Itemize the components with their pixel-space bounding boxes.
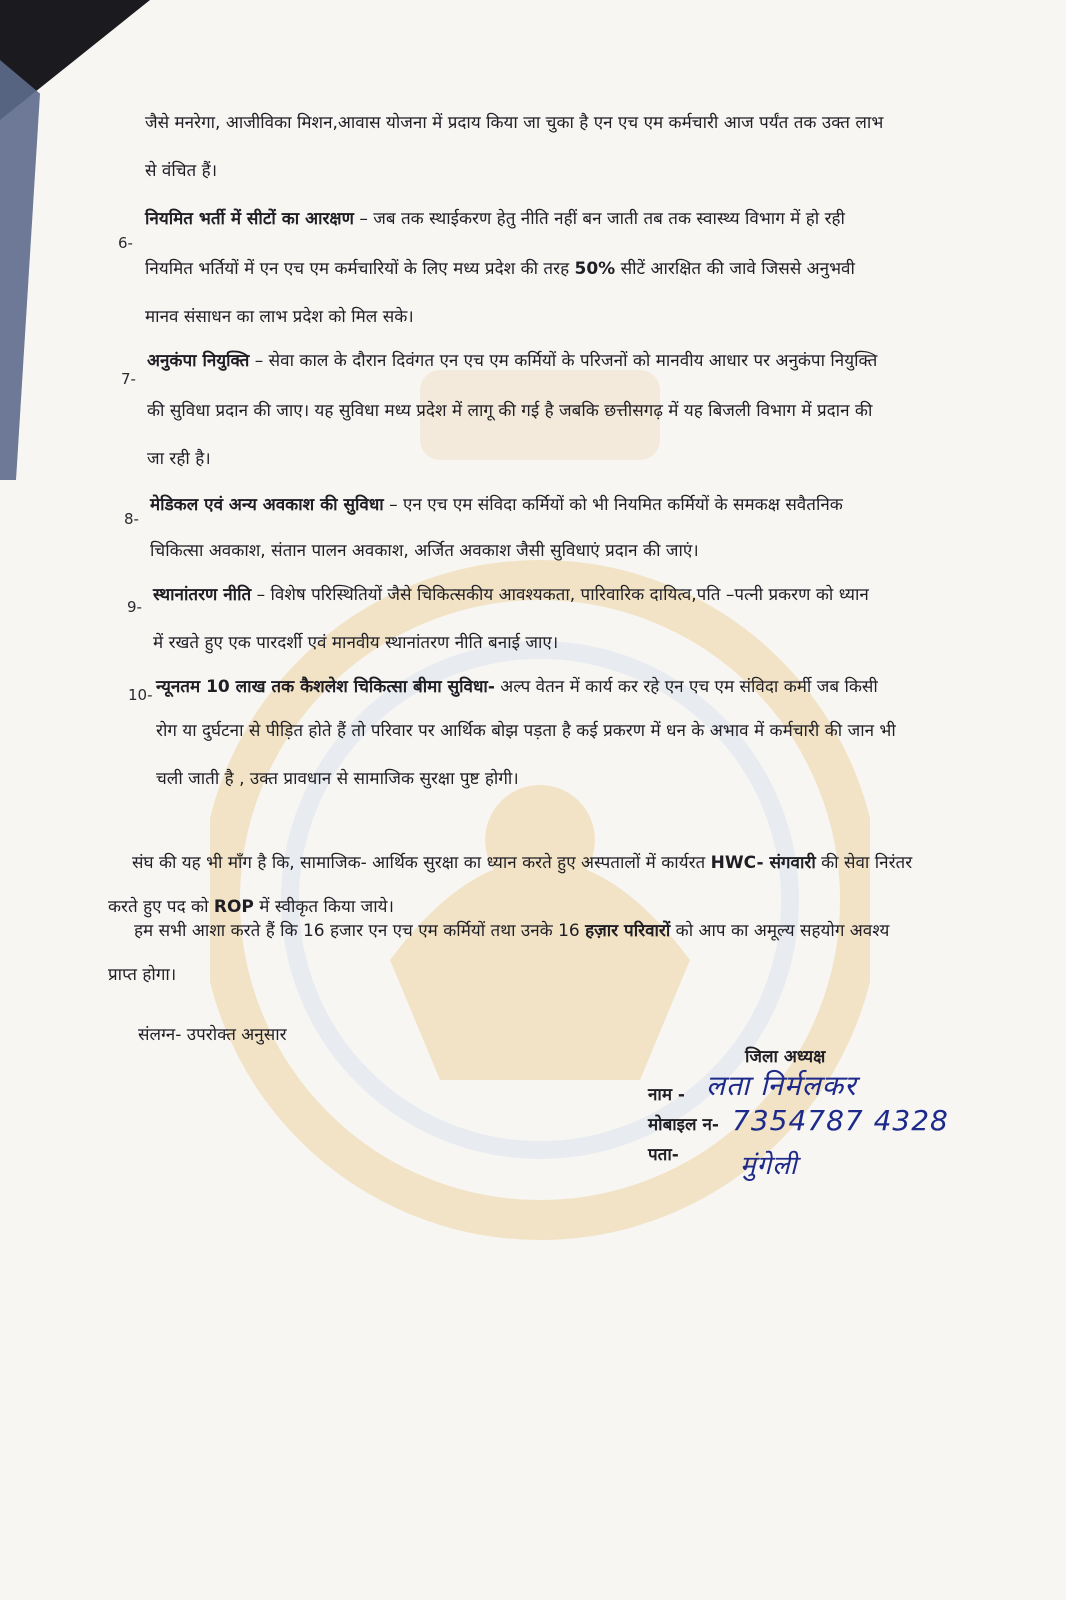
hope-line-1-pre: हम सभी आशा करते हैं कि 16 हजार एन एच एम कर्मियों तथा उनके 16 [134,921,586,941]
demand-rop: ROP [213,897,254,917]
demand-hwc: HWC- संगवारी [710,853,816,873]
item-8-line-1-rest: – एन एच एम संविदा कर्मियों को भी नियमित कर्मियों के समकक्ष सवैतनिक [389,495,843,515]
item-6-line-2 [145,258,855,280]
item-6-percent: 50% [574,259,616,279]
item-6-title: नियमित भर्ती में सीटों का आरक्षण [145,209,354,229]
demand-line-1-pre: संघ की यह भी माँग है कि, सामाजिक- आर्थिक सुरक्षा का ध्यान करते हुए अस्पतालों में कार्यरत [132,853,711,873]
item-6-line-2-pre: नियमित भर्तियों में एन एच एम कर्मचारियों के लिए मध्य प्रदेश की तरह [145,259,575,279]
item-7-line-3: जा रही है। [147,449,211,469]
item-9-title: स्थानांतरण नीति [153,585,252,605]
item-10-title: न्यूनतम 10 लाख तक कैशलेश चिकित्सा बीमा सुविधा- [156,677,495,697]
enclosure-note: संलग्न- उपरोक्त अनुसार [138,1025,287,1045]
hope-line-1 [134,920,889,942]
signature-name-label: नाम - [648,1085,685,1105]
intro-line-2: से वंचित हैं। [145,161,218,181]
item-8-title: मेडिकल एवं अन्य अवकाश की सुविधा [150,495,384,515]
item-7-line-1-rest: – सेवा काल के दौरान दिवंगत एन एच एम कर्मियों के परिजनों को मानवीय आधार पर अनुकंपा नियुक्ति [254,351,878,371]
item-6-line-2-post: सीटें आरक्षित की जावे जिससे अनुभवी [615,259,855,279]
intro-line-1: जैसे मनरेगा, आजीविका मिशन,आवास योजना में प्रदाय किया जा चुका है एन एच एम कर्मचारी आज पर्यंत तक उक्त लाभ [145,113,884,133]
item-7-number: 7- [121,370,136,388]
item-7-title: अनुकंपा नियुक्ति [147,351,250,371]
signature-address-label: पता- [648,1145,679,1165]
signature-address-handwritten: मुंगेली [740,1151,798,1181]
item-6-number: 6- [118,234,133,252]
item-9-line-2: में रखते हुए एक पारदर्शी एवं मानवीय स्थानांतरण नीति बनाई जाए। [153,633,559,653]
signature-name-handwritten: लता निर्मलकर [706,1069,857,1102]
item-7-line-1 [147,350,877,372]
item-10-line-2: रोग या दुर्घटना से पीड़ित होते हैं तो परिवार पर आर्थिक बोझ पड़ता है कई प्रकरण में धन के अभाव में कर्मचारी की जान भी [156,721,896,741]
item-9-number: 9- [127,598,142,616]
item-7-line-2: की सुविधा प्रदान की जाए। यह सुविधा मध्य प्रदेश में लागू की गई है जबकि छत्तीसगढ़ में यह बिजली विभाग में प्रदान की [147,401,873,421]
item-8-line-2: चिकित्सा अवकाश, संतान पालन अवकाश, अर्जित अवकाश जैसी सुविधाएं प्रदान की जाएं। [150,541,699,561]
signature-mobile-handwritten: 7354787 4328 [732,1104,949,1137]
item-8-line-1 [150,494,843,516]
item-10-line-3: चली जाती है , उक्त प्रावधान से सामाजिक सुरक्षा पुष्ट होगी। [156,769,519,789]
demand-line-2-post: में स्वीकृत किया जाये। [253,897,394,917]
hope-families: हज़ार परिवारों [585,921,671,941]
demand-line-2-pre: करते हुए पद को [108,897,214,917]
demand-line-2 [108,896,394,918]
item-9-line-1-rest: – विशेष परिस्थितियों जैसे चिकित्सकीय आवश्यकता, पारिवारिक दायित्व,पति –पत्नी प्रकरण को ध्यान [256,585,869,605]
item-10-line-1 [156,676,878,698]
item-9-line-1 [153,584,869,606]
item-6-line-1 [145,208,845,230]
hope-line-1-post: को आप का अमूल्य सहयोग अवश्य [670,921,890,941]
item-8-number: 8- [124,510,139,528]
item-6-line-3: मानव संसाधन का लाभ प्रदेश को मिल सके। [145,307,414,327]
hope-line-2: प्राप्त होगा। [108,965,177,985]
signature-mobile-label: मोबाइल न- [648,1115,719,1135]
item-6-line-1-rest: – जब तक स्थाईकरण हेतु नीति नहीं बन जाती तब तक स्वास्थ्य विभाग में हो रही [359,209,845,229]
page-edge-shadow [0,60,40,480]
demand-line-1-post: की सेवा निरंतर [815,853,913,873]
item-10-number: 10- [128,686,153,704]
demand-line-1 [132,852,912,874]
item-10-line-1-rest: अल्प वेतन में कार्य कर रहे एन एच एम संविदा कर्मी जब किसी [494,677,878,697]
signature-designation: जिला अध्यक्ष [745,1047,826,1067]
